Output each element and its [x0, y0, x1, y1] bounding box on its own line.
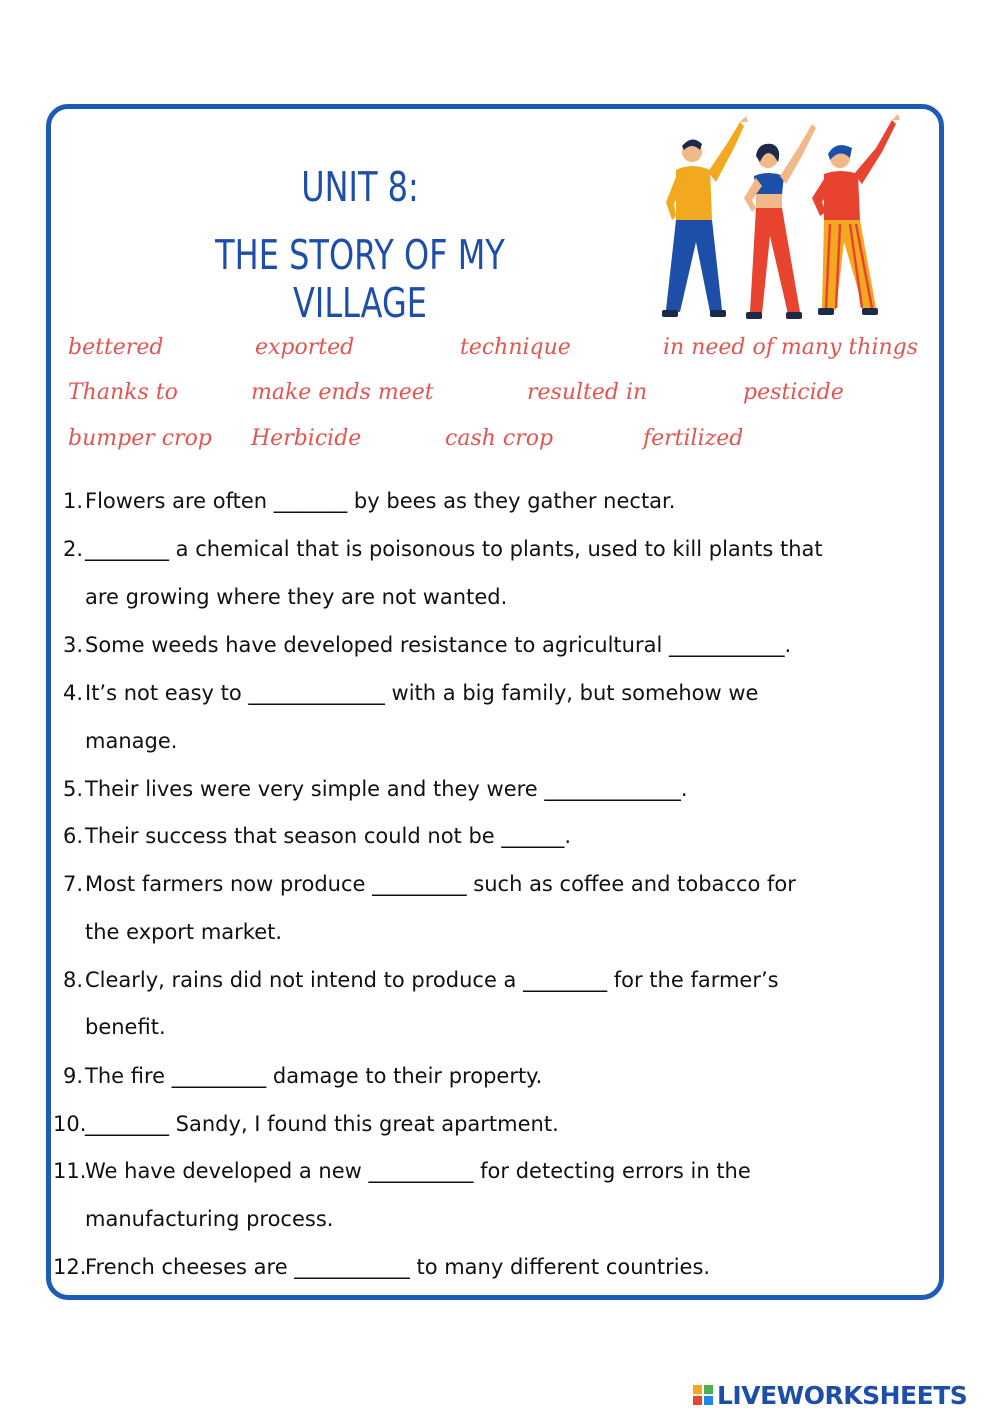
word-bank-item: in need of many things: [663, 335, 919, 360]
word-bank-item: Herbicide: [251, 426, 362, 451]
question-number: 2.: [62, 537, 83, 561]
question-text[interactable]: Most farmers now produce _________ such as coffee and tobacco for: [85, 872, 796, 896]
question-text[interactable]: Their lives were very simple and they were _____________.: [85, 777, 688, 801]
dancer-right-figure: [812, 114, 900, 315]
question-text[interactable]: Some weeds have developed resistance to agricultural ___________.: [85, 633, 792, 657]
question-text[interactable]: Clearly, rains did not intend to produce a ________ for the farmer’s: [85, 968, 779, 992]
unit-title: UNIT 8:: [301, 163, 419, 211]
word-bank-item: Thanks to: [68, 380, 178, 405]
word-bank-item: exported: [255, 335, 355, 360]
question-text[interactable]: French cheeses are ___________ to many different countries.: [85, 1255, 711, 1279]
word-bank-item: cash crop: [445, 426, 554, 451]
question-text-continued: benefit.: [85, 1015, 166, 1039]
word-bank-item: technique: [460, 335, 571, 360]
word-bank-item: bumper crop: [68, 426, 212, 451]
question-number: 3.: [62, 633, 83, 657]
word-bank-item: make ends meet: [251, 380, 434, 405]
question-text-continued: are growing where they are not wanted.: [85, 585, 508, 609]
question-text[interactable]: Their success that season could not be ______.: [85, 824, 572, 848]
question-number: 8.: [62, 968, 83, 992]
liveworksheets-logo-icon: [693, 1385, 713, 1405]
question-text[interactable]: Flowers are often _______ by bees as they gather nectar.: [85, 489, 676, 513]
question-text[interactable]: ________ a chemical that is poisonous to plants, used to kill plants that: [85, 537, 823, 561]
dancing-people-illustration: [640, 112, 910, 330]
dancer-left-figure: [662, 116, 748, 317]
question-text-continued: manage.: [85, 729, 178, 753]
question-number: 12.: [53, 1255, 87, 1279]
question-number: 6.: [62, 824, 83, 848]
lesson-title: THE STORY OF MY VILLAGE: [215, 231, 505, 327]
word-bank-item: resulted in: [527, 380, 648, 405]
question-number: 9.: [62, 1064, 83, 1088]
dancer-middle-figure: [744, 124, 816, 319]
word-bank-item: pesticide: [743, 380, 844, 405]
question-number: 10.: [53, 1112, 87, 1136]
word-bank-item: fertilized: [643, 426, 744, 451]
question-text[interactable]: We have developed a new __________ for detecting errors in the: [85, 1159, 751, 1183]
question-number: 5.: [62, 777, 83, 801]
liveworksheets-brand[interactable]: [693, 1380, 967, 1410]
question-text-continued: manufacturing process.: [85, 1207, 334, 1231]
question-text[interactable]: ________ Sandy, I found this great apartment.: [85, 1112, 559, 1136]
question-text[interactable]: It’s not easy to _____________ with a big family, but somehow we: [85, 681, 759, 705]
question-number: 4.: [62, 681, 83, 705]
question-number: 1.: [62, 489, 83, 513]
word-bank-item: bettered: [68, 335, 164, 360]
question-text-continued: the export market.: [85, 920, 283, 944]
question-text[interactable]: The fire _________ damage to their property.: [85, 1064, 543, 1088]
brand-name: LIVEWORKSHEETS: [717, 1380, 968, 1410]
question-number: 7.: [62, 872, 83, 896]
question-number: 11.: [53, 1159, 87, 1183]
